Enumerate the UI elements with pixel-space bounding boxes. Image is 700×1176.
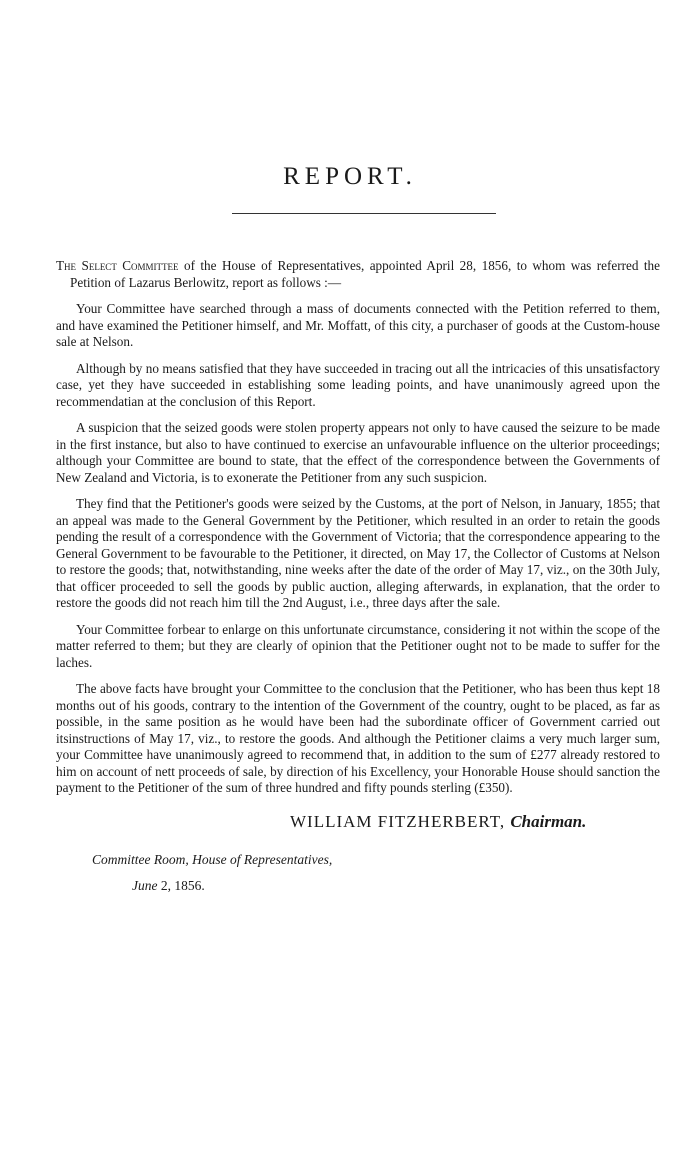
report-body <box>56 258 660 807</box>
body-paragraph: Your Committee forbear to enlarge on this unfortunate circumstance, considering it not within the scope of the matter referred to them; but they are clearly of opinion that the Petitioner ought not to be made to suffer for the laches. <box>56 621 660 670</box>
signatory-role: Chairman. <box>510 812 587 831</box>
signature <box>290 812 586 832</box>
body-paragraph: Although by no means satisfied that they have succeeded in tracing out all the intricacies of this unsatisfactory case, yet they have succeeded in establishing some leading points, and have unanimously agreed upon the recommendatian at the conclusion of this Report. <box>56 360 660 409</box>
opening-text: of the House of Representatives, appointed April 28, 1856, to whom was referred the Petition of Lazarus Berlowitz, report as follows :— <box>70 258 661 290</box>
body-paragraph: The above facts have brought your Committee to the conclusion that the Petitioner, who has been thus kept 18 months out of his goods, contrary to the intention of the Government of the country, ought to be placed, as far as possible, in the same position as he would have been had the subordinate officer of Government carried out itsinstructions of May 17, viz., to restore the goods. And although the Petitioner claims a very much larger sum, your Committee have unanimously agreed to recommend that, in addition to the sum of £277 already restored to him on account of nett proceeds of sale, by direction of his Excellency, your Honorable House should sanction the payment to the Petitioner of the sum of three hundred and fifty pounds sterling (£350). <box>56 681 660 795</box>
title-divider <box>232 213 496 214</box>
body-paragraph: They find that the Petitioner's goods were seized by the Customs, at the port of Nelson, in January, 1855; that an appeal was made to the General Government by the Petitioner, which resulted in an order to retain the goods pending the result of a correspondence with the Government of Victoria; that the correspondence appearing to the General Government to be favourable to the Petitioner, it directed, on May 17, the Collector of Customs at Nelson to restore the goods; that, notwithstanding, nine weeks after the date of the order of May 17, viz., on the 30th July, that officer proceeded to sell the goods by public auction, alleging afterwards, in explanation, that the order to restore the goods did not reach him till the 2nd August, i.e., three days after the sale. <box>56 496 660 610</box>
opening-lead: The Select Committee <box>56 258 179 273</box>
report-title: REPORT. <box>283 163 417 190</box>
date-rest: 2, 1856. <box>157 878 205 893</box>
body-paragraph: A suspicion that the seized goods were stolen property appears not only to have caused the seizure to be made in the first instance, but also to have continued to exercise an unfavourable influence on the ulterior proceedings; although your Committee are bound to state, that the effect of the correspondence between the Governments of New Zealand and Victoria, is to exonerate the Petitioner from any such suspicion. <box>56 420 660 485</box>
body-paragraph: Your Committee have searched through a mass of documents connected with the Petition referred to them, and have examined the Petitioner himself, and Mr. Moffatt, of this city, a purchaser of goods at the Custom-house sale at Nelson. <box>56 301 660 349</box>
opening-paragraph <box>56 258 660 291</box>
signing-date <box>132 878 205 894</box>
signatory-name: WILLIAM FITZHERBERT, <box>290 812 506 831</box>
date-month: June <box>132 878 158 893</box>
signing-place: Committee Room, House of Representatives, <box>92 852 333 867</box>
